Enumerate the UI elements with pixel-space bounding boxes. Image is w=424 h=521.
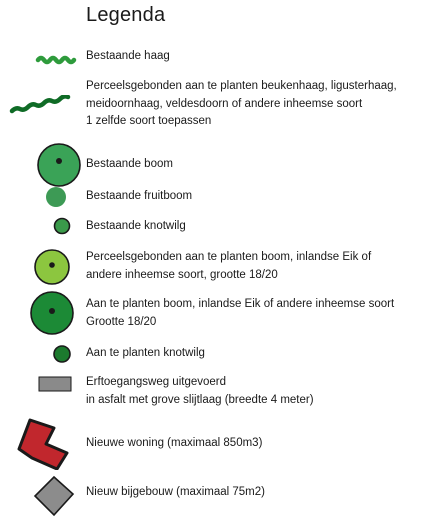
new-annex-icon xyxy=(32,474,76,518)
label-planted-hedge xyxy=(86,78,397,131)
label-new-annex xyxy=(86,484,265,502)
label-line: 1 zelfde soort toepassen xyxy=(86,115,212,127)
access-road-icon xyxy=(38,375,72,393)
label-access-road xyxy=(86,374,314,409)
planted-knotwilg-icon xyxy=(51,343,73,365)
existing-hedge-icon xyxy=(34,52,78,66)
label-existing-hedge xyxy=(86,48,170,66)
label-line: Nieuw bijgebouw (maximaal 75m2) xyxy=(86,486,265,498)
label-line: in asfalt met grove slijtlaag (breedte 4 meter) xyxy=(86,393,314,406)
label-line: Grootte 18/20 xyxy=(86,315,157,328)
planted-hedge-icon xyxy=(8,95,78,117)
label-planted-knotwilg xyxy=(86,345,205,363)
label-line: Aan te planten boom, inlandse Eik of andere inheemse soort xyxy=(86,298,395,310)
parcel-tree-icon xyxy=(32,247,72,287)
planted-tree-icon xyxy=(29,290,75,336)
label-existing-knotwilg xyxy=(86,218,186,236)
label-line: meidoornhaag, veldesdoorn of andere inheemse soort xyxy=(86,97,363,110)
new-house-icon xyxy=(14,414,70,470)
label-planted-tree xyxy=(86,296,394,331)
label-line: Bestaande boom xyxy=(86,158,173,170)
label-fruit-tree xyxy=(86,188,192,206)
label-line: Bestaande knotwilg xyxy=(86,220,186,232)
label-line: Perceelsgebonden aan te planten boom, inlandse Eik of xyxy=(86,251,372,263)
label-new-house xyxy=(86,435,262,453)
label-line: Erftoegangsweg uitgevoerd xyxy=(86,376,227,388)
label-line: Bestaande haag xyxy=(86,50,170,62)
label-line: Perceelsgebonden aan te planten beukenhaag, ligusterhaag, xyxy=(86,80,397,92)
label-existing-tree xyxy=(86,156,173,174)
label-line: Nieuwe woning (maximaal 850m3) xyxy=(86,437,263,449)
existing-tree-icon xyxy=(36,142,82,188)
label-line: Aan te planten knotwilg xyxy=(86,347,205,359)
label-line: andere inheemse soort, grootte 18/20 xyxy=(86,268,278,281)
fruit-tree-icon xyxy=(44,185,68,209)
label-parcel-tree xyxy=(86,249,371,284)
existing-knotwilg-icon xyxy=(52,216,72,236)
label-line: Bestaande fruitboom xyxy=(86,190,193,202)
legend-title: Legenda xyxy=(86,4,166,26)
